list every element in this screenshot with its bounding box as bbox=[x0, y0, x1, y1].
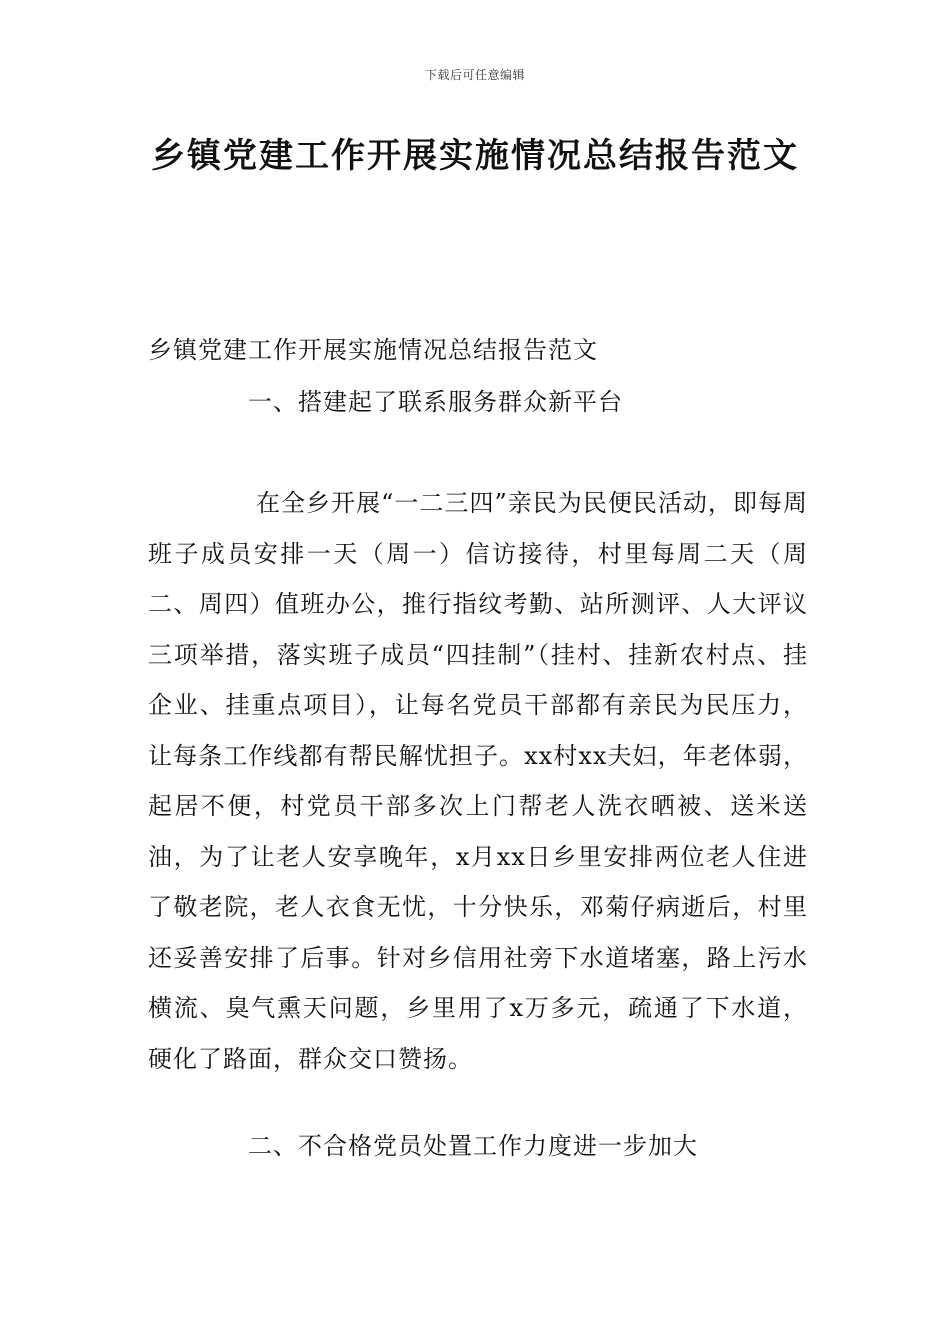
section-1-paragraph: 在全乡开展“一二三四”亲民为民便民活动，即每周班子成员安排一天（周一）信访接待，村里每周二天（周二、周四）值班办公，推行指纹考勤、站所测评、人大评议三项举措，落实班子成员“四挂制”（挂村、挂新农村点、挂企业、挂重点项目），让每名党员干部都有亲民为民压力，让每条工作线都有帮民解忧担子。xx村xx夫妇，年老体弱，起居不便，村党员干部多次上门帮老人洗衣晒被、送米送油，为了让老人安享晚年，x月xx日乡里安排两位老人住进了敬老院，老人衣食无忧，十分快乐，邓菊仔病逝后，村里还妥善安排了后事。针对乡信用社旁下水道堵塞，路上污水横流、臭气熏天问题，乡里用了x万多元，疏通了下水道，硬化了路面，群众交口赞扬。 bbox=[148, 489, 808, 1073]
section-heading-2: 二、不合格党员处置工作力度进一步加大 bbox=[248, 1132, 698, 1160]
header-note: 下载后可任意编辑 bbox=[424, 68, 525, 82]
section-heading-1: 一、搭建起了联系服务群众新平台 bbox=[248, 388, 623, 416]
document-subtitle: 乡镇党建工作开展实施情况总结报告范文 bbox=[148, 336, 598, 364]
page-title: 乡镇党建工作开展实施情况总结报告范文 bbox=[151, 136, 799, 176]
